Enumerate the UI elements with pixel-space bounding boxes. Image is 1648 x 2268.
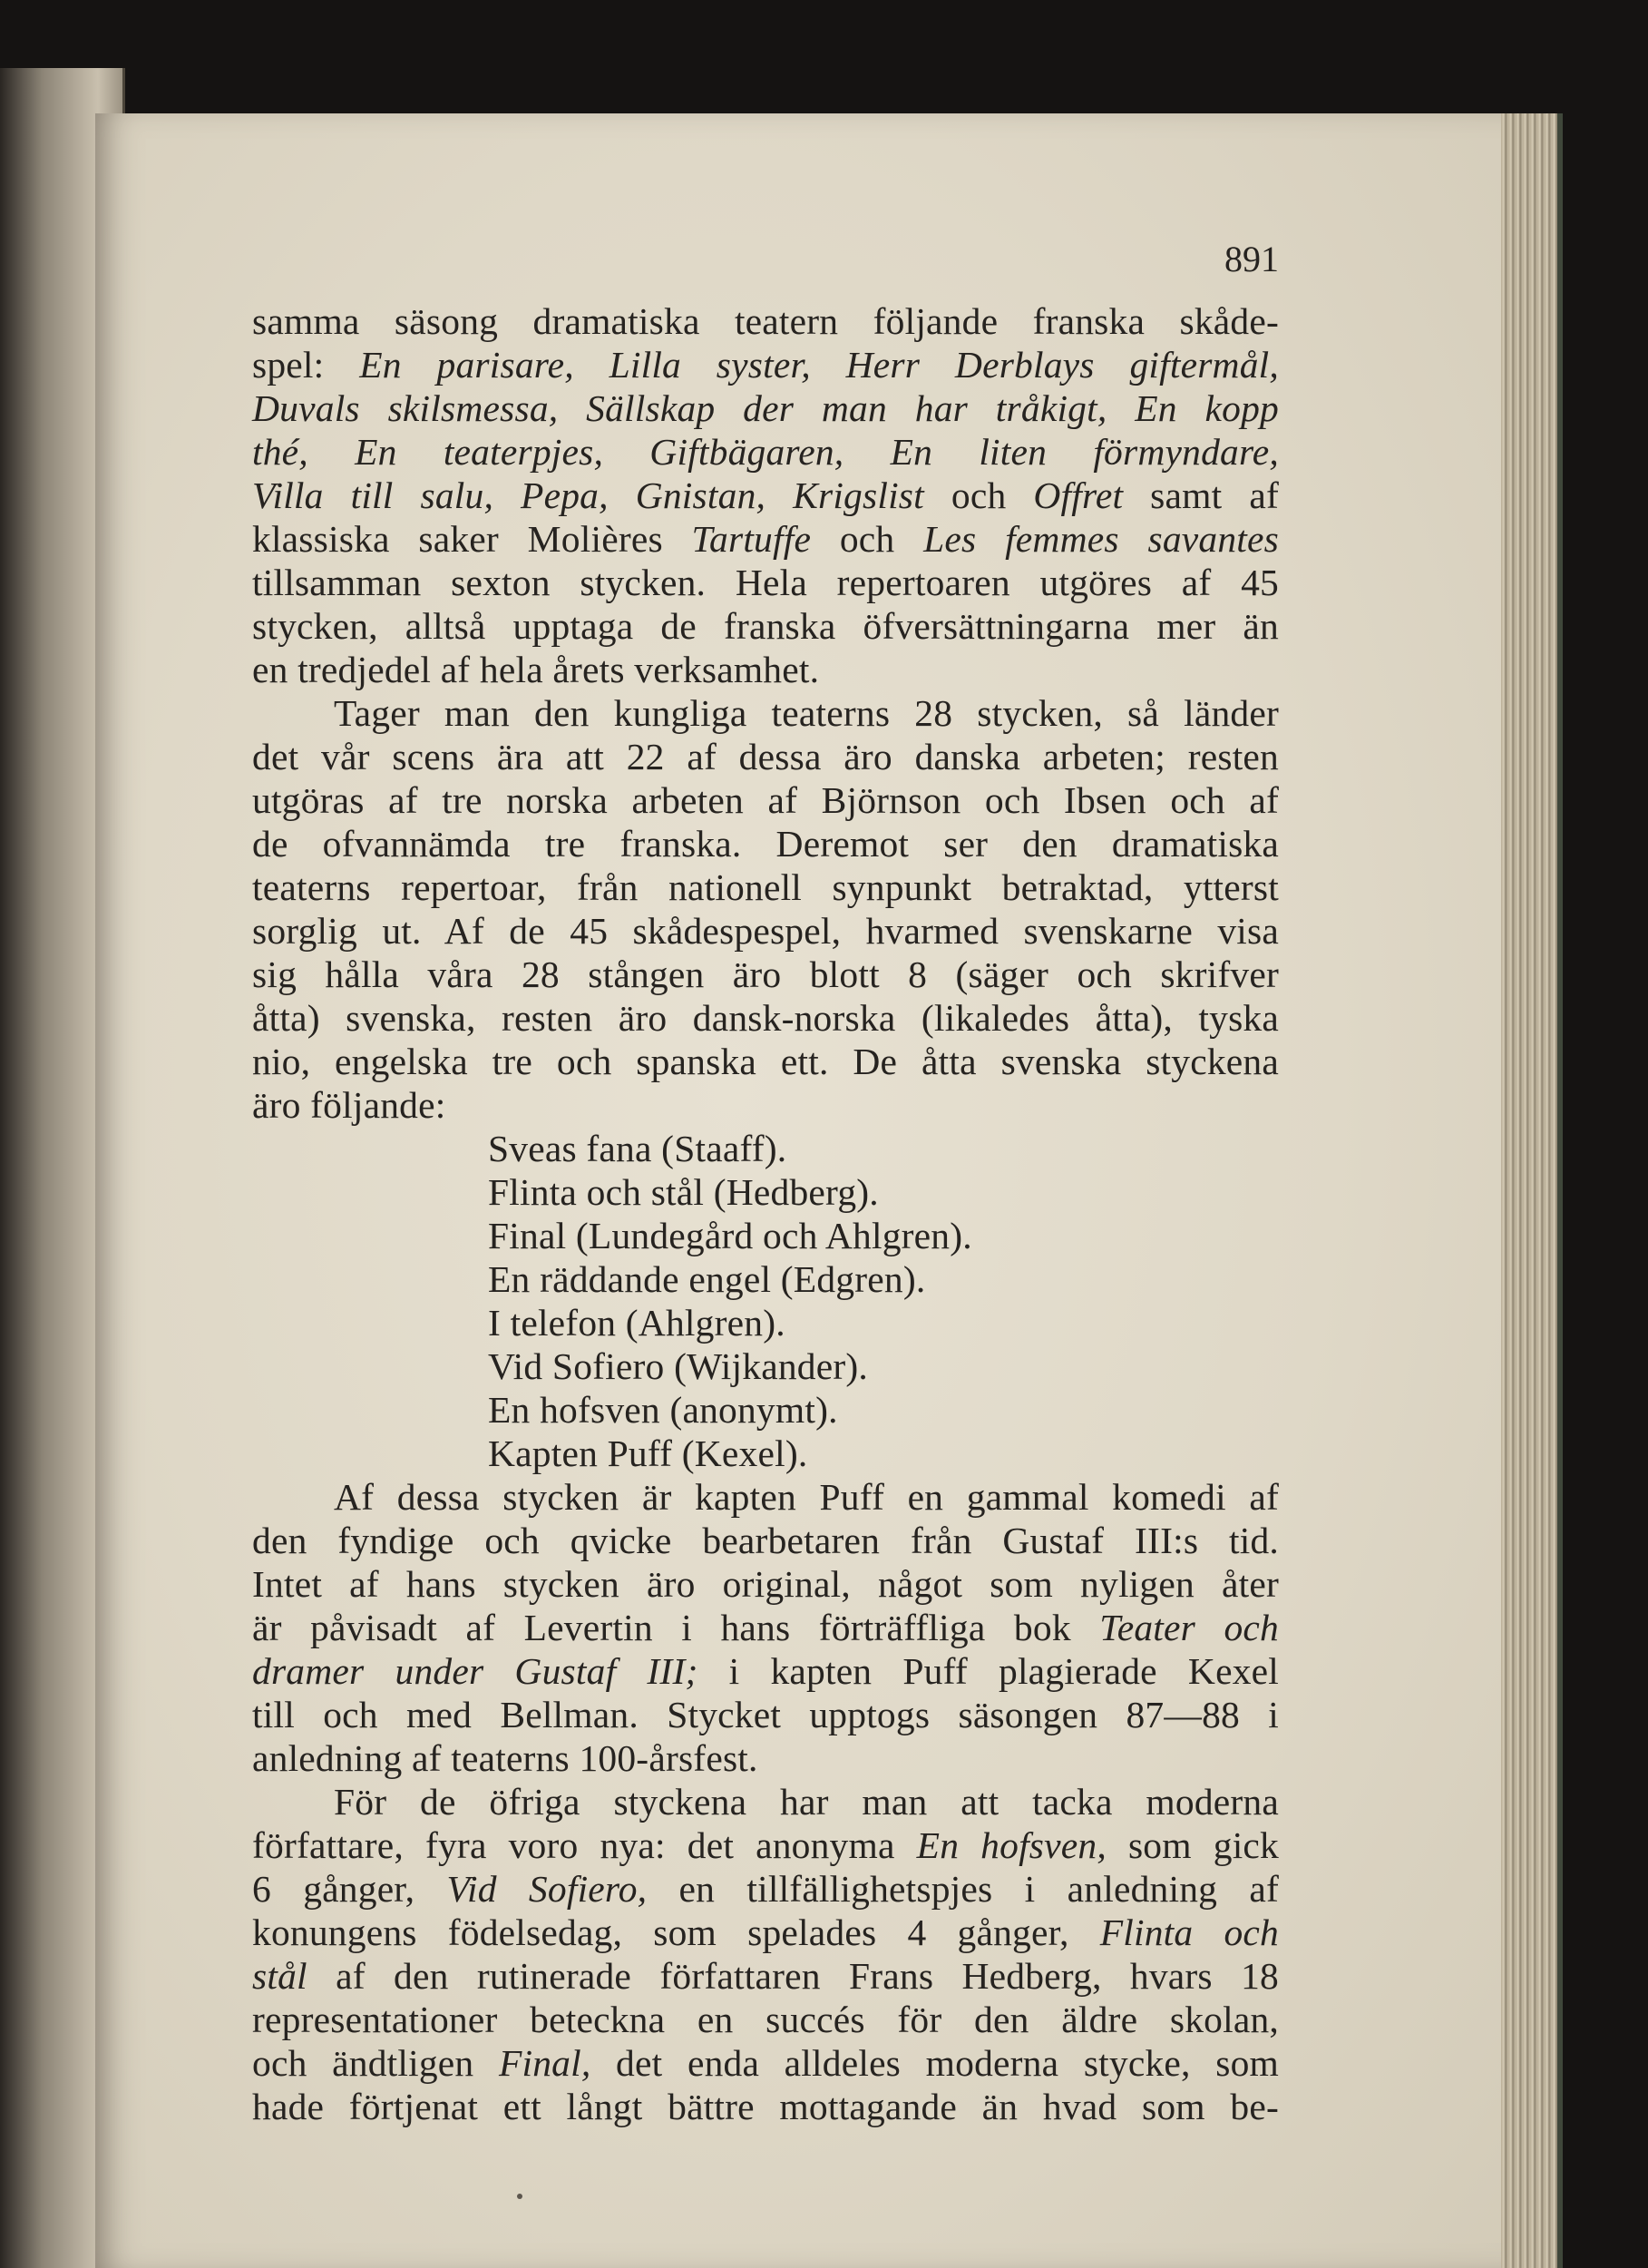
text-line: dramer under Gustaf III; i kapten Puff plagierade Kexel [252, 1650, 1279, 1692]
page-stack-edge [1501, 113, 1563, 2268]
play-list-item: Flinta och stål (Hedberg). [488, 1171, 879, 1213]
body-text [252, 299, 1279, 2128]
play-list-item: I telefon (Ahlgren). [488, 1302, 785, 1344]
text-line: Duvals skilsmessa, Sällskap der man har tråkigt, En kopp [252, 387, 1279, 429]
text-line: Villa till salu, Pepa, Gnistan, Krigslist och Offret samt af [252, 474, 1279, 516]
text-line: För de öfriga styckena har man att tacka moderna [334, 1781, 1279, 1823]
text-line: en tredjedel af hela årets verksamhet. [252, 649, 820, 690]
play-list-item: En räddande engel (Edgren). [488, 1258, 926, 1300]
text-line: sig hålla våra 28 stången äro blott 8 (säger och skrifver [252, 953, 1279, 995]
text-line: samma säsong dramatiska teatern följande franska skåde- [252, 300, 1279, 342]
text-line: den fyndige och qvicke bearbetaren från Gustaf III:s tid. [252, 1520, 1279, 1561]
text-line: sorglig ut. Af de 45 skådespespel, hvarmed svenskarne visa [252, 910, 1279, 952]
text-line: konungens födelsedag, som spelades 4 gånger, Flinta och [252, 1911, 1279, 1953]
text-line: åtta) svenska, resten äro dansk-norska (likaledes åtta), tyska [252, 997, 1279, 1039]
text-line: utgöras af tre norska arbeten af Björnson och Ibsen och af [252, 779, 1279, 821]
text-line: stål af den rutinerade författaren Frans Hedberg, hvars 18 [252, 1955, 1279, 1997]
play-list-item: Kapten Puff (Kexel). [488, 1432, 808, 1474]
page-number: 891 [1224, 239, 1279, 279]
play-list-item: En hofsven (anonymt). [488, 1389, 838, 1431]
text-line: Intet af hans stycken äro original, något som nyligen åter [252, 1563, 1279, 1605]
text-line: nio, engelska tre och spanska ett. De åtta svenska styckena [252, 1041, 1279, 1082]
text-line: de ofvannämda tre franska. Deremot ser den dramatiska [252, 823, 1279, 865]
text-line: tillsamman sexton stycken. Hela repertoaren utgöres af 45 [252, 562, 1279, 603]
text-line: är påvisadt af Levertin i hans förträffliga bok Teater och [252, 1607, 1279, 1648]
text-line: thé, En teaterpjes, Giftbägaren, En liten förmyndare, [252, 431, 1279, 473]
text-line: representationer beteckna en succés för den äldre skolan, [252, 1999, 1279, 2040]
text-line: teaterns repertoar, från nationell synpunkt betraktad, ytterst [252, 866, 1279, 908]
text-line: det vår scens ära att 22 af dessa äro danska arbeten; resten [252, 736, 1279, 777]
text-line: spel: En parisare, Lilla syster, Herr Derblays giftermål, [252, 344, 1279, 386]
text-line: hade förtjenat ett långt bättre mottagande än hvad som be- [252, 2086, 1279, 2127]
text-line: författare, fyra voro nya: det anonyma En hofsven, som gick [252, 1824, 1280, 1866]
text-line: till och med Bellman. Stycket upptogs säsongen 87—88 i [252, 1694, 1279, 1735]
text-line: klassiska saker Molières Tartuffe och Les femmes savantes [252, 518, 1279, 560]
text-line: Tager man den kungliga teaterns 28 stycken, så länder [334, 692, 1279, 734]
play-list-item: Final (Lundegård och Ahlgren). [488, 1215, 972, 1256]
text-line: äro följande: [252, 1084, 446, 1126]
text-line: stycken, alltså upptaga de franska öfversättningarna mer än [252, 605, 1279, 647]
text-line: Af dessa stycken är kapten Puff en gammal komedi af [334, 1476, 1279, 1518]
play-list-item: Vid Sofiero (Wijkander). [488, 1345, 868, 1387]
text-line: anledning af teaterns 100-årsfest. [252, 1737, 758, 1779]
text-line: 6 gånger, Vid Sofiero, en tillfällighetspjes i anledning af [252, 1868, 1280, 1910]
text-line: och ändtligen Final, det enda alldeles moderna stycke, som [252, 2042, 1279, 2084]
ink-speck [517, 2194, 522, 2199]
play-list-item: Sveas fana (Staaff). [488, 1128, 787, 1169]
